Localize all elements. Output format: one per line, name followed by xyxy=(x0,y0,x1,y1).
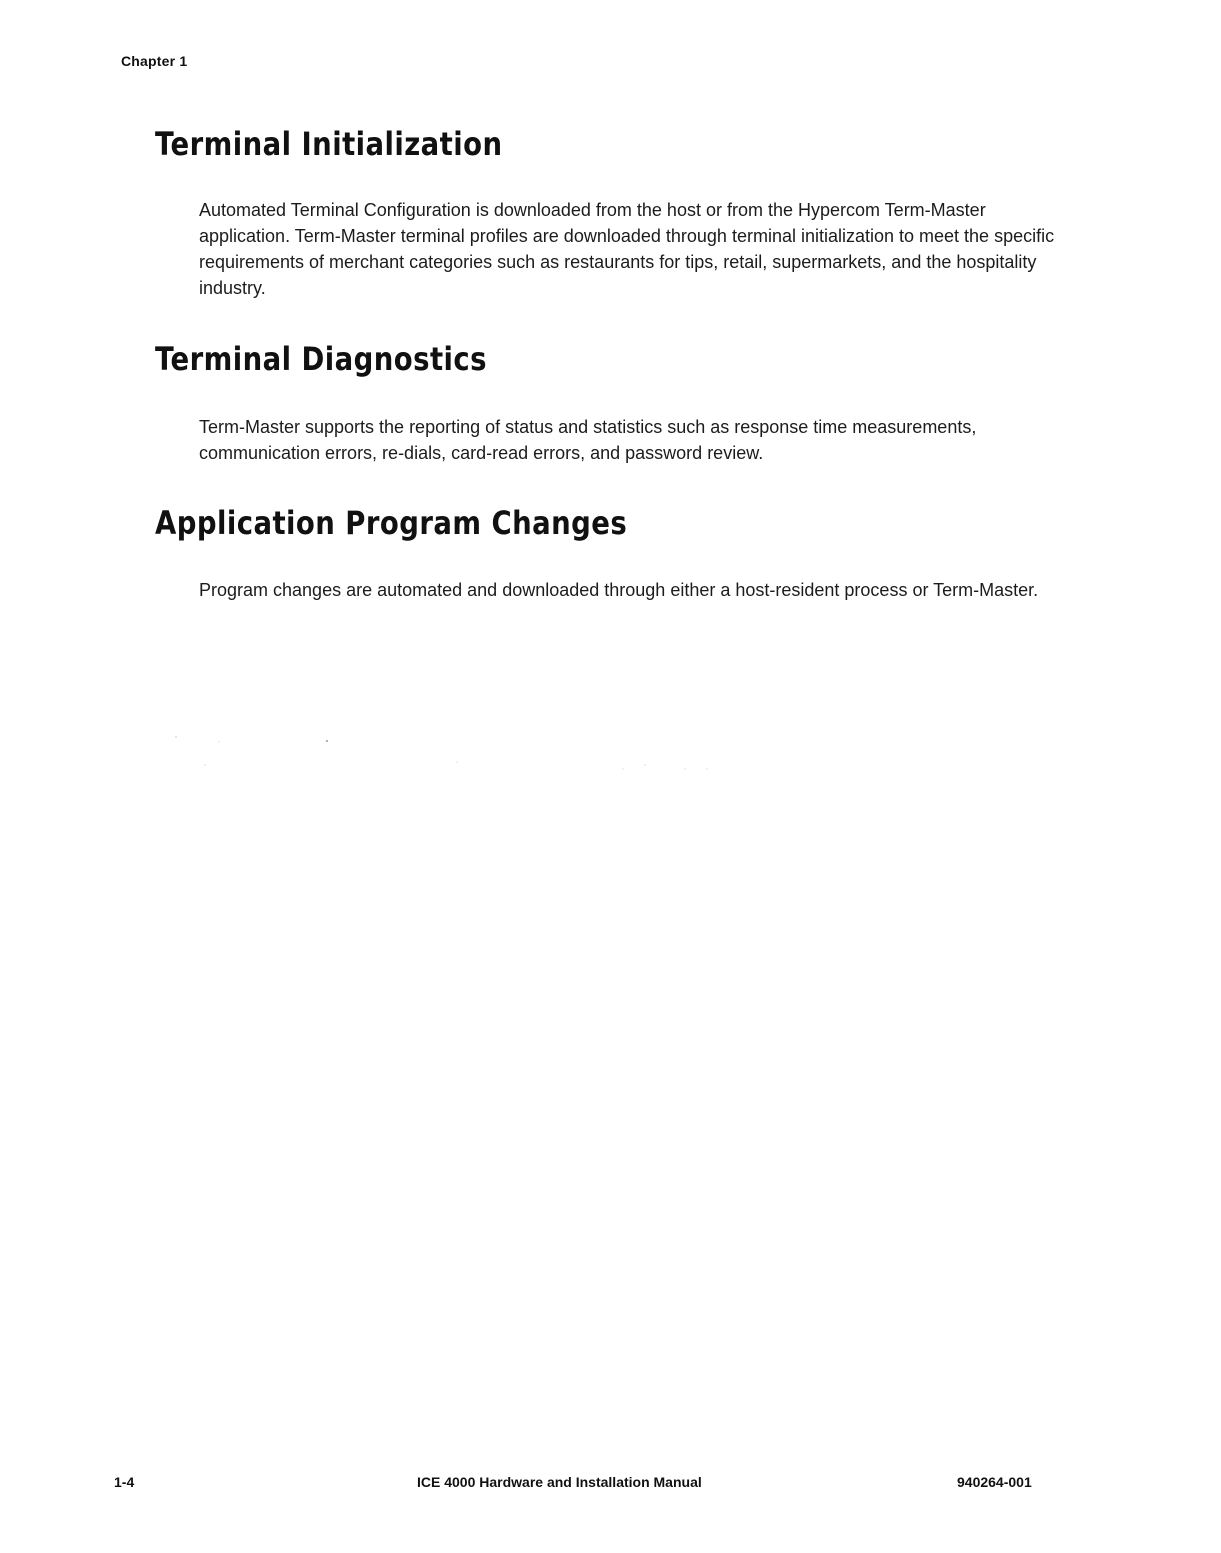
section-heading-terminal-initialization: Terminal Initialization xyxy=(155,125,503,163)
section-heading-application-program-changes: Application Program Changes xyxy=(155,504,628,542)
footer-manual-title: ICE 4000 Hardware and Installation Manual xyxy=(417,1474,702,1490)
scan-speck xyxy=(218,741,219,742)
scan-speck xyxy=(326,740,328,742)
section-body-application-program-changes: Program changes are automated and downloaded through either a host-resident process or Term-Master. xyxy=(199,580,1039,600)
section-body-terminal-initialization: Automated Terminal Configuration is downloaded from the host or from the Hypercom Term-Master application. Term-Master terminal profiles are downloaded through terminal initialization to meet the specific requirements of merchant categories such as restaurants for tips, retail, supermarkets, and the hospitality industry. xyxy=(199,200,1055,298)
section-heading-terminal-diagnostics: Terminal Diagnostics xyxy=(155,340,487,378)
scan-speck xyxy=(706,768,707,769)
scan-speck xyxy=(622,768,623,769)
scan-speck xyxy=(684,768,685,769)
scan-speck xyxy=(456,761,457,762)
scan-speck xyxy=(175,736,176,737)
scan-speck xyxy=(204,764,205,765)
scan-speck xyxy=(644,764,645,765)
footer-document-number: 940264-001 xyxy=(957,1474,1032,1490)
section-body-terminal-diagnostics: Term-Master supports the reporting of status and statistics such as response time measurements, communication errors, re-dials, card-read errors, and password review. xyxy=(199,417,977,463)
footer-page-number: 1-4 xyxy=(114,1474,135,1490)
chapter-label: Chapter 1 xyxy=(121,53,188,69)
